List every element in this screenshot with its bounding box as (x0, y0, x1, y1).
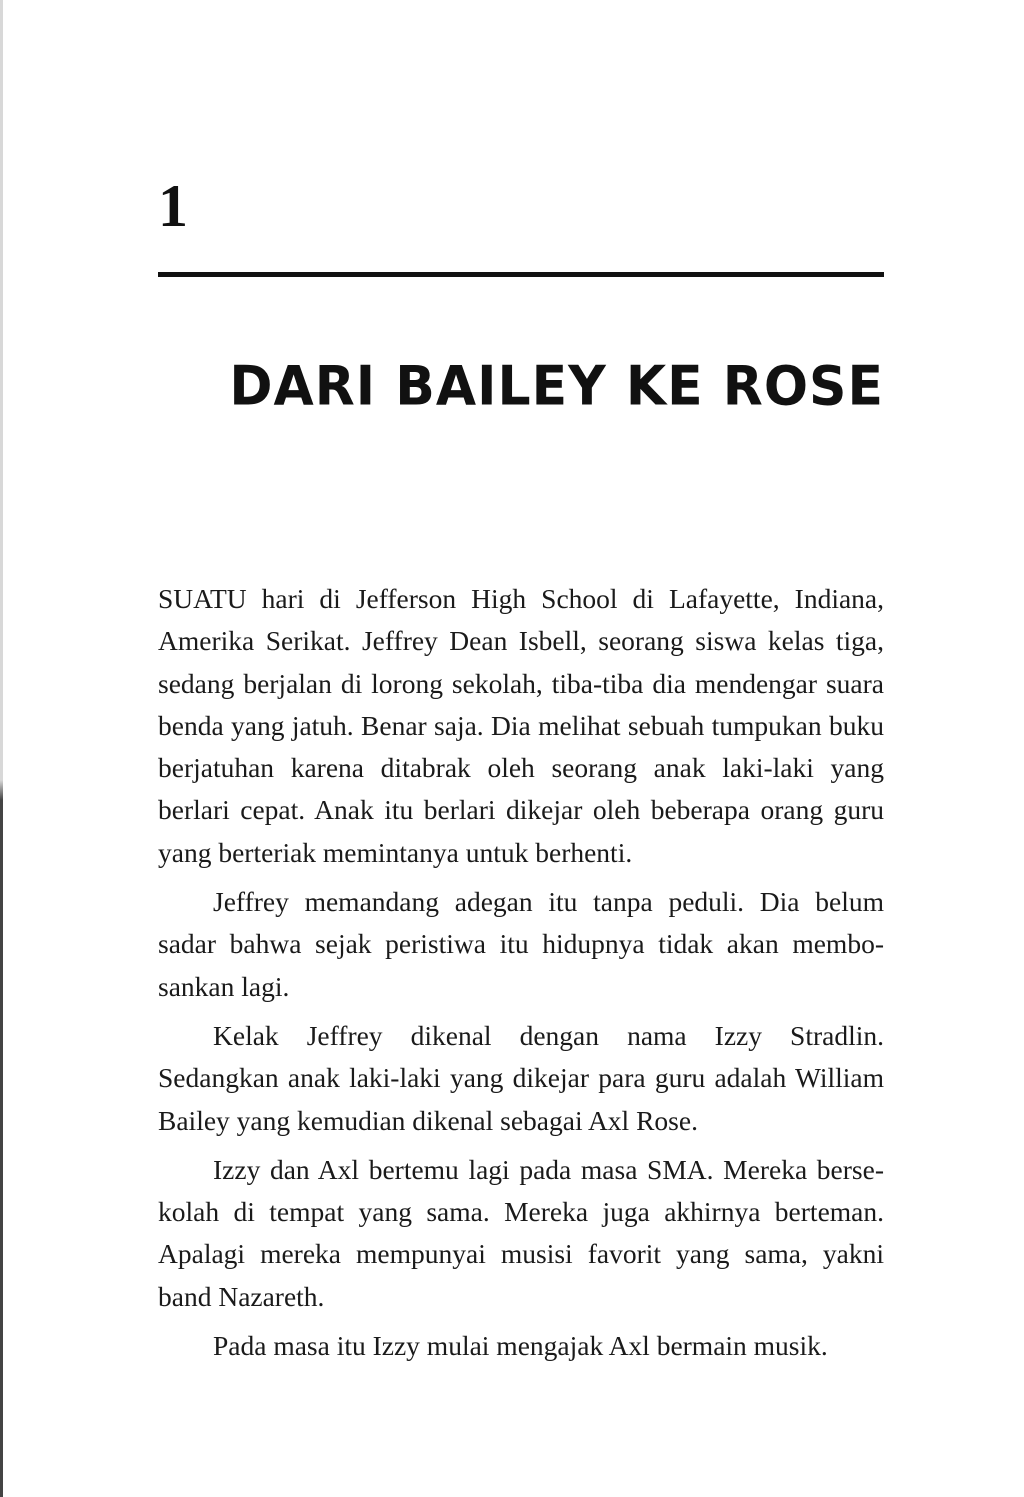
chapter-divider (158, 272, 884, 277)
paragraph-1: SUATU hari di Jefferson High School di Lafayette, Indiana, Amerika Serikat. Jeffrey Dean Isbell, seorang siswa kelas tiga, sedang berjalan di lorong sekolah, tiba-tiba dia mendengar suara benda yang jatuh. Benar saja. Dia melihat sebuah tumpukan buku berjatuhan karena ditabrak oleh seorang anak laki-laki yang berlari cepat. Anak itu berlari dikejar oleh beberapa orang guru yang berteriak memintanya untuk berhenti. (158, 583, 884, 868)
paragraph-2: Jeffrey memandang adegan itu tanpa peduli. Dia belum sadar bahwa sejak peristiwa itu hidupnya tidak akan membosankan lagi. (158, 886, 884, 1002)
chapter-title: DARI BAILEY KE ROSE (229, 355, 884, 419)
page-edge (0, 0, 3, 1497)
chapter-body (158, 578, 884, 1374)
paragraph-5: Pada masa itu Izzy mulai mengajak Axl bermain musik. (213, 1330, 828, 1362)
chapter-number: 1 (158, 173, 188, 239)
paragraph-3: Kelak Jeffrey dikenal dengan nama Izzy Stradlin. Sedangkan anak laki-laki yang dikejar para guru adalah William Bailey yang kemudian dikenal sebagai Axl Rose. (158, 1019, 884, 1136)
paragraph-4: Izzy dan Axl bertemu lagi pada masa SMA. Mereka bersekolah di tempat yang sama. Mereka juga akhirnya berteman. Apalagi mereka mempunyai musisi favorit yang sama, yakni band Nazareth. (158, 1153, 884, 1312)
